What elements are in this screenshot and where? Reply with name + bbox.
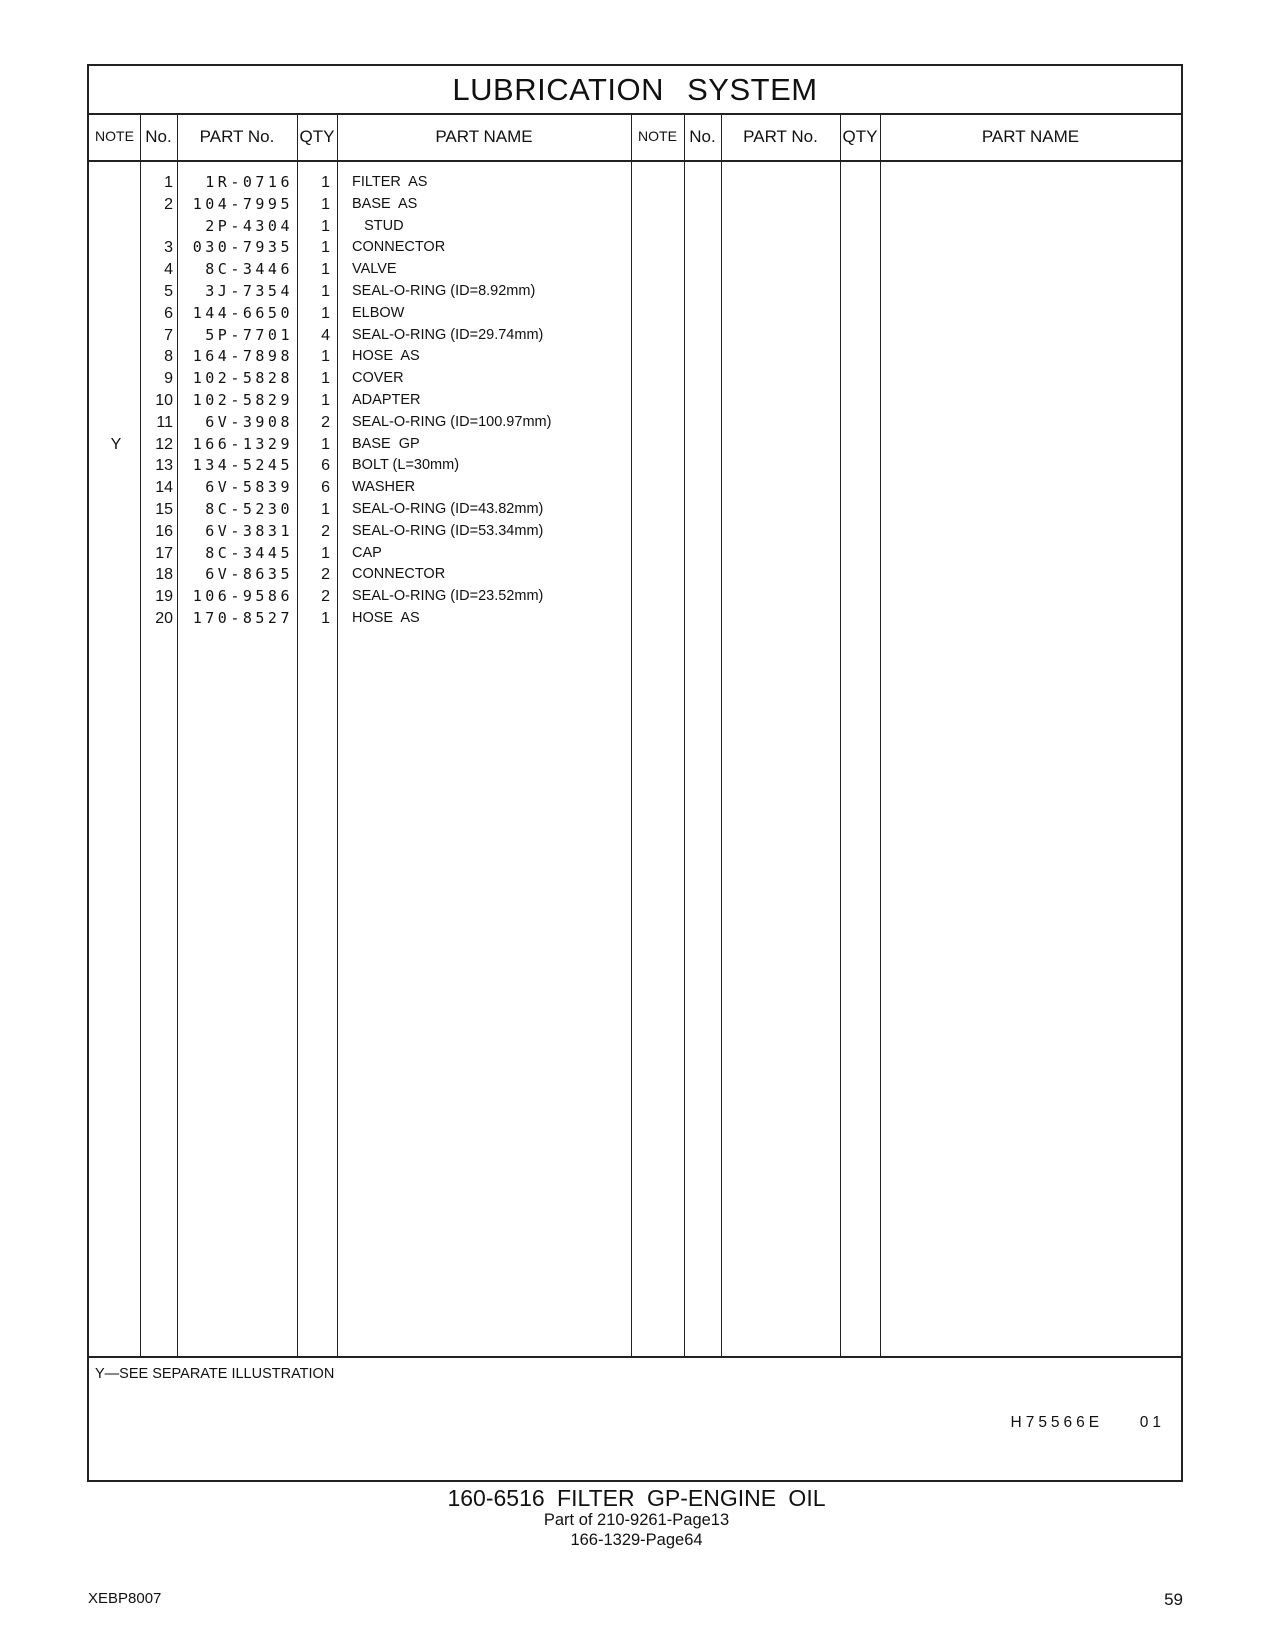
table-row xyxy=(89,302,631,325)
part-number-cell: 104-7995 xyxy=(192,194,293,213)
table-row xyxy=(89,563,631,586)
part-name-cell: SEAL-O-RING (ID=29.74mm) xyxy=(352,326,544,343)
quantity-cell: 1 xyxy=(321,610,330,627)
table-row xyxy=(89,433,631,456)
part-name-cell: BASE GP xyxy=(352,435,420,452)
page-number: 59 xyxy=(1164,1590,1183,1609)
part-number-cell: 164-7898 xyxy=(192,347,293,366)
part-name-cell: CAP xyxy=(352,544,382,561)
part-number-cell: 3J-7354 xyxy=(205,282,293,300)
caption-reference-2: 166-1329-Page64 xyxy=(570,1531,703,1549)
table-row xyxy=(89,280,631,303)
quantity-cell: 2 xyxy=(321,522,330,540)
quantity-cell: 1 xyxy=(321,304,330,322)
header-qty-right: QTY xyxy=(840,113,880,162)
part-name-cell: WASHER xyxy=(352,479,416,496)
note-cell: Y xyxy=(110,435,122,453)
item-number-cell: 10 xyxy=(155,392,173,409)
quantity-cell: 1 xyxy=(321,217,330,235)
item-number-cell: 16 xyxy=(155,522,173,540)
item-number-cell: 6 xyxy=(164,304,173,322)
quantity-cell: 2 xyxy=(321,588,330,606)
part-name-cell: CONNECTOR xyxy=(352,566,446,583)
table-row xyxy=(89,193,631,216)
item-number-cell: 3 xyxy=(164,239,173,257)
column-divider xyxy=(721,113,722,1357)
quantity-cell: 1 xyxy=(321,174,330,191)
item-number-cell: 20 xyxy=(155,610,173,627)
item-number-cell: 18 xyxy=(155,566,173,584)
part-number-cell: 166-1329 xyxy=(192,434,293,453)
quantity-cell: 1 xyxy=(321,261,330,279)
part-number-cell: 102-5829 xyxy=(192,391,293,409)
item-number-cell: 7 xyxy=(164,326,173,344)
section-title: LUBRICATION SYSTEM xyxy=(89,66,1181,115)
quantity-cell: 2 xyxy=(321,566,330,584)
part-number-cell: 2P-4304 xyxy=(205,216,293,235)
part-name-cell: HOSE AS xyxy=(352,610,420,626)
quantity-cell: 1 xyxy=(321,544,330,562)
table-row xyxy=(89,607,631,630)
item-number-cell: 14 xyxy=(155,479,173,497)
footer-divider xyxy=(89,1356,1181,1358)
part-number-cell: 134-5245 xyxy=(192,456,293,475)
item-number-cell: 4 xyxy=(164,261,173,279)
part-name-cell: STUD xyxy=(352,217,404,234)
header-part-name-left: PART NAME xyxy=(337,113,631,162)
part-number-cell: 6V-3908 xyxy=(205,412,293,431)
quantity-cell: 1 xyxy=(321,392,330,409)
part-number-cell: 030-7935 xyxy=(192,238,293,257)
quantity-cell: 4 xyxy=(321,326,330,344)
quantity-cell: 1 xyxy=(321,435,330,453)
quantity-cell: 1 xyxy=(321,239,330,257)
part-name-cell: SEAL-O-RING (ID=23.52mm) xyxy=(352,588,544,605)
quantity-cell: 1 xyxy=(321,195,330,213)
item-number-cell: 13 xyxy=(155,457,173,475)
table-row xyxy=(89,171,631,194)
part-number-cell: 144-6650 xyxy=(192,303,293,322)
part-name-cell: CONNECTOR xyxy=(352,239,446,256)
part-name-cell: BASE AS xyxy=(352,195,418,212)
parts-table-sheet xyxy=(87,64,1183,1482)
part-name-cell: ADAPTER xyxy=(352,392,421,408)
item-number-cell: 8 xyxy=(164,348,173,366)
header-part-name-right: PART NAME xyxy=(880,113,1181,162)
column-divider xyxy=(880,113,881,1357)
part-number-cell: 106-9586 xyxy=(192,587,293,606)
table-row xyxy=(89,454,631,477)
part-number-cell: 8C-5230 xyxy=(205,500,293,518)
caption-title: 160-6516 FILTER GP-ENGINE OIL xyxy=(447,1485,826,1511)
table-row xyxy=(89,215,631,238)
part-name-cell: BOLT (L=30mm) xyxy=(352,457,460,474)
item-number-cell: 2 xyxy=(164,195,173,213)
quantity-cell: 6 xyxy=(321,457,330,475)
table-row xyxy=(89,411,631,434)
table-row xyxy=(89,585,631,608)
part-name-cell: ELBOW xyxy=(352,304,405,321)
part-name-cell: COVER xyxy=(352,370,404,387)
part-number-cell: 8C-3446 xyxy=(205,260,293,279)
part-name-cell: SEAL-O-RING (ID=53.34mm) xyxy=(352,522,544,539)
item-number-cell: 5 xyxy=(164,283,173,300)
table-row xyxy=(89,520,631,543)
table-row xyxy=(89,345,631,368)
header-note-left: NOTE xyxy=(89,113,140,162)
header-qty-left: QTY xyxy=(297,113,337,162)
part-number-cell: 6V-5839 xyxy=(205,478,293,497)
quantity-cell: 1 xyxy=(321,348,330,366)
table-row xyxy=(89,389,631,412)
item-number-cell: 1 xyxy=(164,174,173,191)
table-row xyxy=(89,258,631,281)
part-number-cell: 170-8527 xyxy=(192,609,293,627)
table-row xyxy=(89,542,631,565)
part-number-cell: 6V-8635 xyxy=(205,565,293,584)
column-divider xyxy=(840,113,841,1357)
part-name-cell: FILTER AS xyxy=(352,174,428,190)
table-row xyxy=(89,236,631,259)
part-name-cell: VALVE xyxy=(352,261,397,278)
part-number-cell: 6V-3831 xyxy=(205,521,293,540)
item-number-cell: 15 xyxy=(155,501,173,518)
header-note-right: NOTE xyxy=(631,113,684,162)
part-name-cell: HOSE AS xyxy=(352,348,420,365)
item-number-cell: 9 xyxy=(164,370,173,388)
caption-reference-1: Part of 210-9261-Page13 xyxy=(543,1511,730,1529)
part-name-cell: SEAL-O-RING (ID=8.92mm) xyxy=(352,283,536,299)
quantity-cell: 6 xyxy=(321,479,330,497)
column-divider xyxy=(684,113,685,1357)
quantity-cell: 1 xyxy=(321,283,330,300)
footnote: Y—SEE SEPARATE ILLUSTRATION xyxy=(95,1366,335,1382)
table-row xyxy=(89,324,631,347)
quantity-cell: 1 xyxy=(321,501,330,518)
quantity-cell: 1 xyxy=(321,370,330,388)
table-row xyxy=(89,476,631,499)
part-number-cell: 5P-7701 xyxy=(205,325,293,344)
header-part-no-right: PART No. xyxy=(721,113,840,162)
part-number-cell: 8C-3445 xyxy=(205,543,293,562)
item-number-cell: 12 xyxy=(155,435,173,453)
part-number-cell: 102-5828 xyxy=(192,369,293,388)
quantity-cell: 2 xyxy=(321,413,330,431)
header-no-left: No. xyxy=(140,113,177,162)
part-number-cell: 1R-0716 xyxy=(205,173,293,191)
item-number-cell: 11 xyxy=(156,413,173,431)
item-number-cell: 19 xyxy=(155,588,173,606)
document-id: XEBP8007 xyxy=(88,1590,162,1607)
item-number-cell: 17 xyxy=(155,544,173,562)
header-no-right: No. xyxy=(684,113,721,162)
table-row xyxy=(89,498,631,521)
part-name-cell: SEAL-O-RING (ID=43.82mm) xyxy=(352,501,544,517)
header-part-no-left: PART No. xyxy=(177,113,297,162)
drawing-code: H75566E 01 xyxy=(1010,1414,1165,1431)
part-name-cell: SEAL-O-RING (ID=100.97mm) xyxy=(352,413,552,430)
table-row xyxy=(89,367,631,390)
